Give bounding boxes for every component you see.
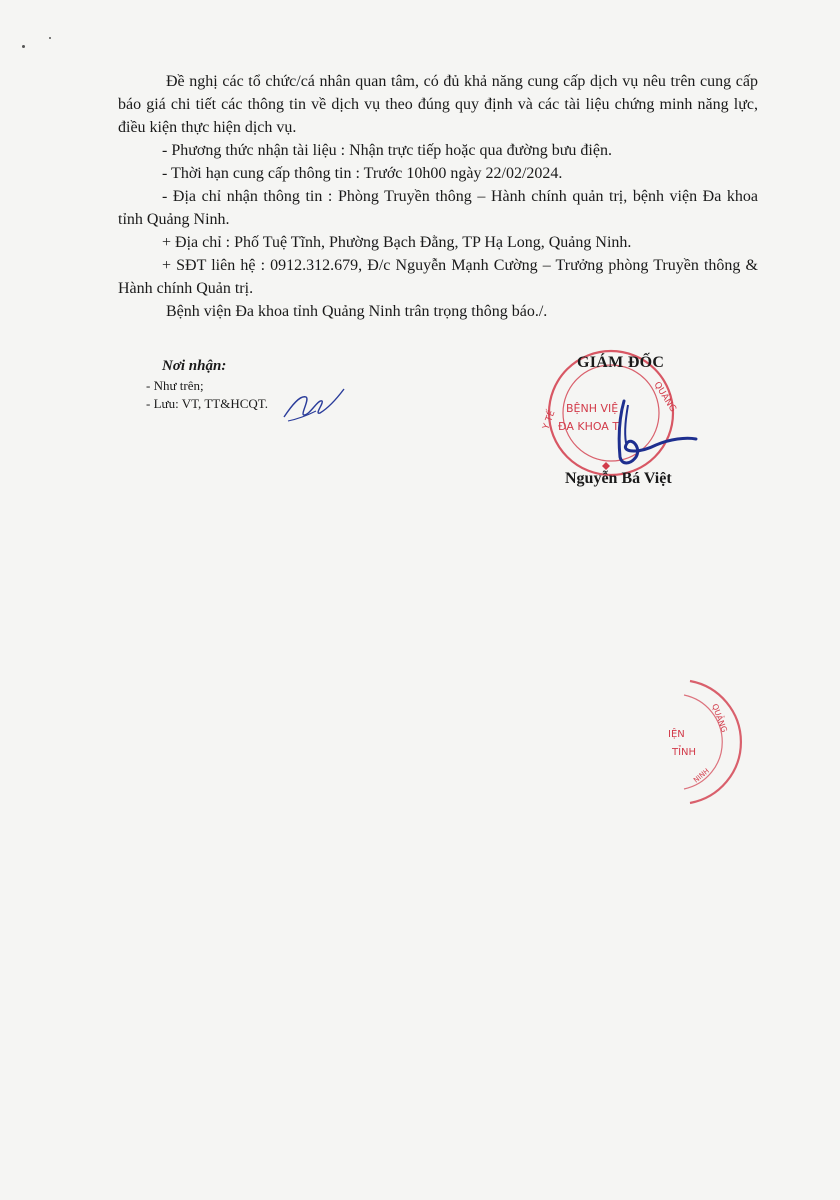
- partial-stamp-ring-bottom: NINH: [692, 766, 711, 785]
- partial-stamp-ring: QUẢNG: [710, 702, 729, 734]
- paragraph-address: + Địa chỉ : Phố Tuệ Tĩnh, Phường Bạch Đằng, TP Hạ Long, Quảng Ninh.: [162, 234, 632, 251]
- stamp-ring-left: Y TẾ: [541, 409, 558, 432]
- signatory-title: GIÁM ĐỐC: [577, 354, 665, 371]
- stamp-line-1: BỆNH VIỆ: [566, 402, 619, 415]
- notice-body: [118, 70, 758, 323]
- handwritten-initials: [278, 385, 348, 425]
- director-signature: [600, 395, 710, 475]
- recipient-line: - Lưu: VT, TT&HCQT.: [146, 396, 268, 411]
- paragraph-receiving-office: - Địa chỉ nhận thông tin : Phòng Truyền thông – Hành chính quản trị, bệnh viện Đa khoa tỉnh Quảng Ninh.: [118, 188, 758, 228]
- recipient-line: - Như trên;: [146, 378, 204, 393]
- signatory-name: Nguyễn Bá Việt: [565, 470, 672, 487]
- paragraph-request: Đề nghị các tổ chức/cá nhân quan tâm, có đủ khả năng cung cấp dịch vụ nêu trên cung cấp báo giá chi tiết các thông tin về dịch vụ theo đúng quy định và các tài liệu chứng minh năng lực, điều kiện thực hiện dịch vụ.: [118, 73, 758, 136]
- scan-speck: [49, 37, 51, 39]
- paragraph-contact-phone: + SĐT liên hệ : 0912.312.679, Đ/c Nguyễn Mạnh Cường – Trưởng phòng Truyền thông & Hành chính Quản trị.: [118, 257, 758, 297]
- stamp-ring-top: QUẢNG: [651, 380, 678, 415]
- partial-stamp: [650, 675, 740, 810]
- paragraph-delivery-method: - Phương thức nhận tài liệu : Nhận trực tiếp hoặc qua đường bưu điện.: [162, 142, 612, 159]
- paragraph-deadline: - Thời hạn cung cấp thông tin : Trước 10h00 ngày 22/02/2024.: [162, 165, 563, 182]
- recipients-block: [146, 357, 268, 413]
- partial-stamp-line-1: IỆN: [668, 729, 685, 740]
- paragraph-closing: Bệnh viện Đa khoa tỉnh Quảng Ninh trân trọng thông báo./.: [166, 303, 548, 320]
- scan-speck: [22, 45, 25, 48]
- partial-stamp-line-2: TỈNH: [672, 747, 697, 758]
- recipients-heading: Nơi nhận:: [162, 358, 227, 374]
- stamp-line-2: ĐA KHOA T: [558, 420, 620, 433]
